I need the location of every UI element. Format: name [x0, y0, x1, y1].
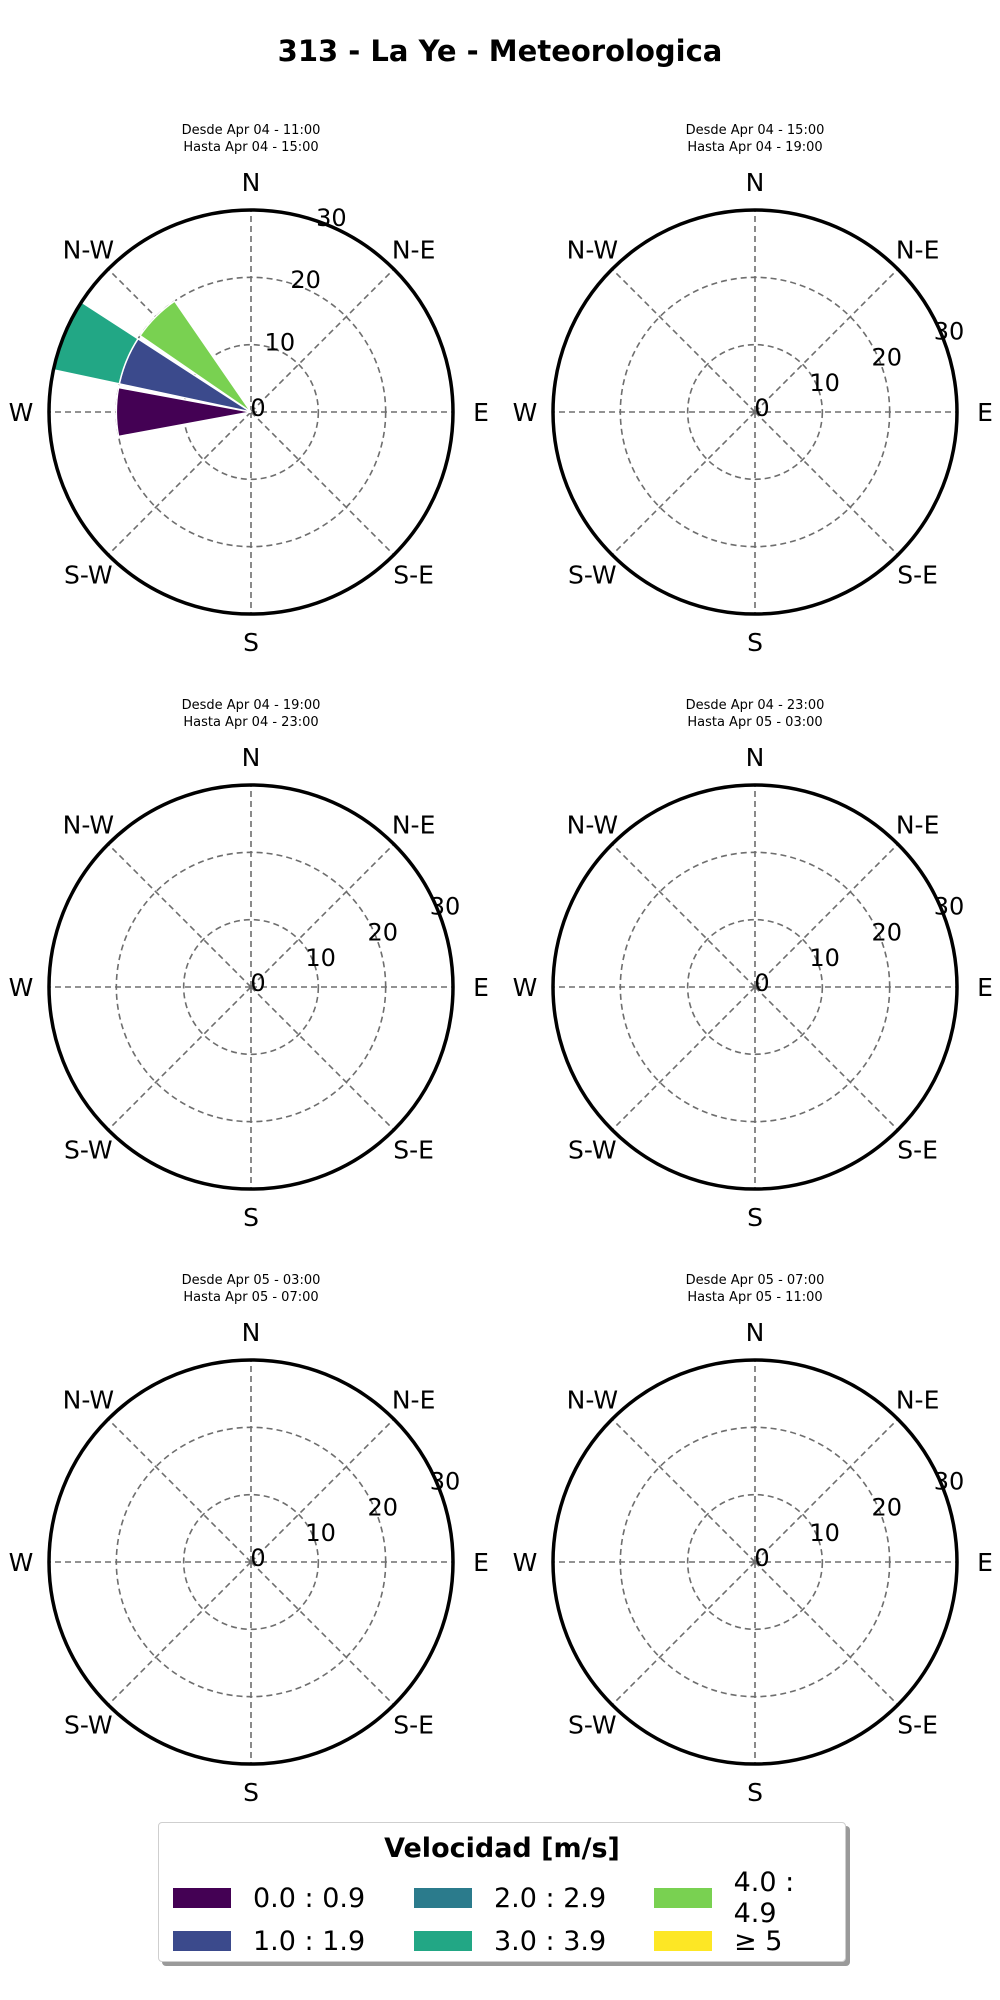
- direction-label: N-E: [895, 235, 940, 265]
- direction-label: W: [8, 973, 34, 1002]
- direction-spoke: [108, 844, 251, 987]
- direction-label: S-W: [64, 560, 113, 590]
- radial-tick-label: 30: [429, 1467, 461, 1496]
- chart-period-to: Hasta Apr 04 - 23:00: [183, 715, 319, 730]
- legend-swatch: [173, 1931, 231, 1951]
- direction-spoke: [612, 1419, 755, 1562]
- radial-tick-label: 20: [290, 266, 321, 295]
- direction-label: S-E: [897, 1135, 938, 1165]
- direction-spoke: [612, 412, 755, 555]
- direction-label: S-W: [64, 1710, 113, 1740]
- direction-label: N-E: [895, 1385, 940, 1415]
- chart-period-from: Desde Apr 05 - 07:00: [685, 1273, 825, 1288]
- legend-item: [654, 1867, 845, 1929]
- direction-label: S: [243, 1203, 259, 1232]
- direction-label: N-E: [391, 235, 436, 265]
- direction-label: N: [241, 168, 261, 197]
- direction-spoke: [108, 1562, 251, 1705]
- direction-label: E: [473, 973, 489, 1002]
- radial-tick-label: 20: [367, 918, 399, 947]
- direction-spoke: [251, 412, 394, 555]
- chart-period-to: Hasta Apr 05 - 03:00: [687, 715, 823, 730]
- legend-swatch: [173, 1888, 231, 1908]
- windrose-chart: [9, 123, 489, 657]
- radial-tick-label: 0: [250, 1544, 266, 1572]
- legend-label: 4.0 : 4.9: [733, 1867, 795, 1929]
- radial-tick-label: 0: [754, 969, 770, 997]
- direction-spoke: [251, 987, 394, 1130]
- chart-period-to: Hasta Apr 04 - 19:00: [687, 140, 823, 155]
- direction-label: W: [512, 398, 538, 427]
- direction-label: W: [512, 1548, 538, 1577]
- direction-spoke: [755, 1562, 898, 1705]
- direction-label: N-W: [62, 810, 115, 840]
- direction-label: S-E: [393, 1135, 434, 1165]
- direction-label: E: [977, 398, 993, 427]
- direction-label: S-E: [897, 560, 938, 590]
- radial-tick-label: 10: [809, 1519, 840, 1548]
- radial-tick-label: 10: [264, 328, 296, 357]
- direction-label: N-E: [895, 810, 940, 840]
- direction-label: S: [747, 1203, 763, 1232]
- legend-swatch: [654, 1888, 712, 1908]
- radial-tick-label: 10: [305, 1519, 336, 1548]
- radial-tick-label: 20: [871, 1493, 903, 1522]
- direction-label: S: [747, 1778, 763, 1807]
- legend-label: 1.0 : 1.9: [253, 1925, 366, 1957]
- direction-label: W: [8, 398, 34, 427]
- radial-tick-label: 0: [754, 394, 770, 422]
- radial-tick-label: 30: [429, 892, 461, 921]
- direction-label: S-W: [64, 1135, 113, 1165]
- chart-period-from: Desde Apr 04 - 11:00: [181, 123, 321, 138]
- direction-spoke: [612, 269, 755, 412]
- radial-tick-label: 20: [367, 1493, 399, 1522]
- radial-tick-label: 0: [250, 969, 266, 997]
- radial-tick-label: 30: [933, 1467, 965, 1496]
- direction-label: N-W: [62, 235, 115, 265]
- direction-spoke: [755, 987, 898, 1130]
- direction-label: S-W: [568, 560, 617, 590]
- legend: [158, 1822, 846, 1962]
- radial-tick-label: 30: [933, 892, 965, 921]
- chart-period-from: Desde Apr 04 - 23:00: [685, 698, 825, 713]
- direction-spoke: [612, 987, 755, 1130]
- direction-label: S: [243, 628, 259, 657]
- legend-item: [173, 1924, 365, 1958]
- chart-period-to: Hasta Apr 05 - 07:00: [183, 1290, 319, 1305]
- windrose-chart: [9, 1273, 489, 1807]
- direction-label: S: [747, 628, 763, 657]
- page-title: 313 - La Ye - Meteorologica: [277, 34, 723, 68]
- windrose-chart: [513, 698, 993, 1232]
- direction-label: W: [8, 1548, 34, 1577]
- legend-swatch: [414, 1931, 472, 1951]
- direction-spoke: [108, 987, 251, 1130]
- direction-label: E: [977, 1548, 993, 1577]
- windrose-chart: [513, 1273, 993, 1807]
- chart-period-to: Hasta Apr 05 - 11:00: [687, 1290, 823, 1305]
- radial-tick-label: 30: [316, 203, 347, 232]
- direction-label: W: [512, 973, 538, 1002]
- direction-label: S-W: [568, 1135, 617, 1165]
- direction-label: N-E: [391, 810, 436, 840]
- direction-label: N: [241, 743, 261, 772]
- direction-label: S: [243, 1778, 259, 1807]
- direction-label: S-E: [393, 1710, 434, 1740]
- direction-label: N: [745, 743, 765, 772]
- direction-label: N: [745, 1318, 765, 1347]
- legend-label: ≥ 5: [734, 1925, 783, 1957]
- chart-period-from: Desde Apr 04 - 15:00: [685, 123, 825, 138]
- direction-label: E: [977, 973, 993, 1002]
- direction-spoke: [108, 1419, 251, 1562]
- direction-label: N: [241, 1318, 261, 1347]
- chart-period-from: Desde Apr 05 - 03:00: [181, 1273, 321, 1288]
- legend-item: [414, 1881, 606, 1915]
- legend-label: 3.0 : 3.9: [494, 1925, 607, 1957]
- legend-label: 2.0 : 2.9: [494, 1882, 607, 1914]
- windrose-chart: [513, 123, 993, 657]
- radial-tick-label: 10: [305, 944, 336, 973]
- direction-label: N-W: [566, 810, 619, 840]
- direction-label: E: [473, 398, 489, 427]
- radial-tick-label: 20: [871, 918, 903, 947]
- legend-item: [173, 1881, 365, 1915]
- windrose-chart: [9, 698, 489, 1232]
- legend-swatch: [414, 1888, 472, 1908]
- chart-period-from: Desde Apr 04 - 19:00: [181, 698, 321, 713]
- radial-tick-label: 10: [809, 369, 840, 398]
- radial-tick-label: 0: [250, 394, 266, 422]
- direction-label: N-W: [566, 1385, 619, 1415]
- legend-label: 0.0 : 0.9: [253, 1882, 366, 1914]
- radial-tick-label: 10: [809, 944, 840, 973]
- legend-item: [414, 1924, 606, 1958]
- direction-label: S-E: [393, 560, 434, 590]
- direction-label: N-W: [62, 1385, 115, 1415]
- direction-label: N: [745, 168, 765, 197]
- direction-spoke: [612, 844, 755, 987]
- legend-title: Velocidad [m/s]: [384, 1833, 620, 1864]
- chart-period-to: Hasta Apr 04 - 15:00: [183, 140, 319, 155]
- direction-label: N-E: [391, 1385, 436, 1415]
- direction-spoke: [612, 1562, 755, 1705]
- radial-tick-label: 20: [871, 343, 903, 372]
- direction-spoke: [251, 1562, 394, 1705]
- direction-spoke: [755, 412, 898, 555]
- legend-swatch: [654, 1931, 712, 1951]
- direction-label: S-W: [568, 1710, 617, 1740]
- direction-label: N-W: [566, 235, 619, 265]
- radial-tick-label: 30: [933, 317, 965, 346]
- direction-label: E: [473, 1548, 489, 1577]
- direction-label: S-E: [897, 1710, 938, 1740]
- legend-item: [654, 1924, 782, 1958]
- radial-tick-label: 0: [754, 1544, 770, 1572]
